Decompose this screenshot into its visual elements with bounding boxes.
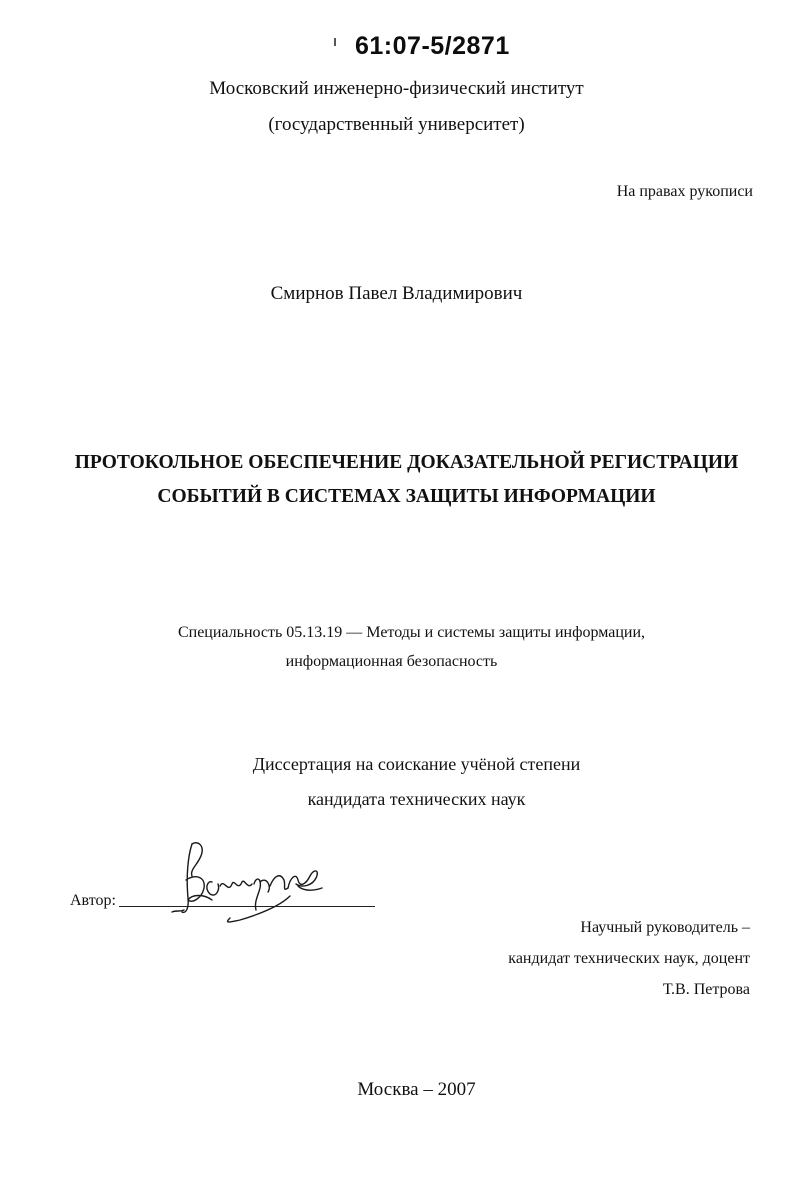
rights-note: На правах рукописи [616,183,753,200]
degree-statement-line-1: Диссертация на соискание учёной степени [252,754,581,774]
handwritten-signature [170,836,340,926]
university-status: (государственный университет) [268,114,525,135]
supervisor-degree: кандидат технических наук, доцент [508,950,750,967]
institute-name: Московский инженерно-физический институт [209,78,584,99]
author-full-name: Смирнов Павел Владимирович [270,283,523,304]
degree-statement-line-2: кандидата технических наук [307,789,526,809]
thesis-title-line-2: СОБЫТИЙ В СИСТЕМАХ ЗАЩИТЫ ИНФОРМАЦИИ [157,486,656,507]
supervisor-role: Научный руководитель – [580,919,750,936]
city-year: Москва – 2007 [357,1079,476,1100]
specialty-line-2: информационная безопасность [285,653,498,670]
author-label: Автор: [70,892,116,909]
specialty-line-1: Специальность 05.13.19 — Методы и системы защиты информации, [177,624,646,641]
catalog-code: 61:07-5/2871 [355,32,510,60]
supervisor-name: Т.В. Петрова [662,981,750,998]
scan-artifact [334,38,336,46]
thesis-title-line-1: ПРОТОКОЛЬНОЕ ОБЕСПЕЧЕНИЕ ДОКАЗАТЕЛЬНОЙ РЕГИСТРАЦИИ [74,452,739,473]
